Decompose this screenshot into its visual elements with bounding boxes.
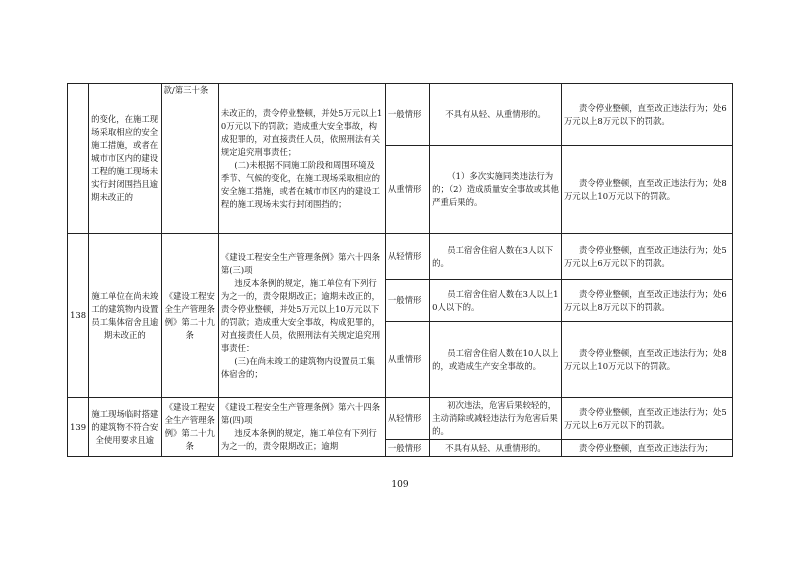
violation-description: 的变化，在施工现场采取相应的安全施工措施，或者在城市市区内的建设工程的施工现场未实行封闭围挡且逾期未改正的 <box>89 84 161 234</box>
severity-level: 一般情形 <box>385 280 429 322</box>
penalty-standard: 责令停业整顿，直至改正违法行为；处8万元以上10万元以下的罚款。 <box>561 146 732 234</box>
penalty-provision <box>218 398 385 457</box>
provision-paragraph: 未改正的，责令停业整顿，并处5万元以上10万元以下的罚款；造成重大安全事故，构成犯罪的，对直接责任人员，依照刑法有关规定追究刑事责任； <box>220 107 383 157</box>
severity-level: 一般情形 <box>385 440 429 457</box>
penalty-standard: 责令停业整顿，直至改正违法行为；处6万元以上8万元以下的罚款。 <box>561 280 732 322</box>
penalty-standard: 责令停业整顿，直至改正违法行为； <box>561 440 732 457</box>
provision-paragraph: 《建设工程安全生产管理条例》第六十四条第(三)项 <box>220 251 381 275</box>
severity-level: 从重情形 <box>385 322 429 398</box>
severity-level: 从轻情形 <box>385 234 429 280</box>
circumstance: 不具有从轻、从重情形的。 <box>430 440 562 457</box>
table-row <box>68 398 733 440</box>
penalty-provision <box>218 84 385 234</box>
legal-basis: 《建设工程安全生产管理条例》第二十九条 <box>161 398 218 457</box>
violation-description: 施工单位在尚未竣工的建筑物内设置员工集体宿舍且逾期未改正的 <box>89 234 161 398</box>
circumstance: 员工宿舍住宿人数在10人以上的，或造成生产安全事故的。 <box>430 322 562 398</box>
severity-level: 一般情形 <box>385 84 429 146</box>
penalty-standard: 责令停业整顿，直至改正违法行为；处5万元以上6万元以下的罚款。 <box>561 234 732 280</box>
circumstance: 不具有从轻、从重情形的。 <box>430 84 562 146</box>
table-row <box>68 84 733 146</box>
circumstance: 初次违法，危害后果较轻的，主动消除或减轻违法行为危害后果的。 <box>430 398 562 440</box>
severity-level: 从重情形 <box>385 146 429 234</box>
item-number <box>68 84 89 234</box>
provision-paragraph: (二)未根据不同施工阶段和周围环境及季节、气候的变化，在施工现场采取相应的安全施工措施，或者在城市市区内的建设工程的施工现场未实行封闭围挡的； <box>220 159 381 209</box>
item-number: 139 <box>68 398 89 457</box>
provision-paragraph: 违反本条例的规定，施工单位有下列行为之一的，责令限期改正；逾期 <box>220 428 377 451</box>
penalty-standard: 责令停业整顿，直至改正违法行为；处6万元以上8万元以下的罚款。 <box>561 84 732 146</box>
table-row <box>68 234 733 280</box>
legal-basis: 《建设工程安全生产管理条例》第二十九条 <box>161 234 218 398</box>
item-number: 138 <box>68 234 89 398</box>
circumstance: （1）多次实施同类违法行为的；（2）造成质量安全事故或其他严重后果的。 <box>430 146 562 234</box>
violation-description: 施工现场临时搭建的建筑物不符合安全使用要求且逾 <box>89 398 161 457</box>
penalty-provision <box>218 234 385 398</box>
provision-paragraph: 《建设工程安全生产管理条例》第六十四条第(四)项 <box>220 402 381 425</box>
penalty-standards-table <box>67 83 733 457</box>
penalty-standard: 责令停业整顿，直至改正违法行为；处5万元以上6万元以下的罚款。 <box>561 398 732 440</box>
penalty-standard: 责令停业整顿，直至改正违法行为；处8万元以上10万元以下的罚款。 <box>561 322 732 398</box>
legal-basis: 款/第三十条 <box>161 84 218 234</box>
provision-paragraph: (三)在尚未竣工的建筑物内设置员工集体宿舍的； <box>220 355 375 379</box>
provision-paragraph: 违反本条例的规定，施工单位有下列行为之一的，责令限期改正；逾期未改正的，责令停业整顿，并处5万元以上10万元以下的罚款；造成重大安全事故，构成犯罪的，对直接责任人员，依照刑法有关规定追究刑事责任： <box>220 277 381 353</box>
circumstance: 员工宿舍住宿人数在3人以上10人以下的。 <box>430 280 562 322</box>
circumstance: 员工宿舍住宿人数在3人以下的。 <box>430 234 562 280</box>
severity-level: 从轻情形 <box>385 398 429 440</box>
page-number: 109 <box>391 480 409 490</box>
